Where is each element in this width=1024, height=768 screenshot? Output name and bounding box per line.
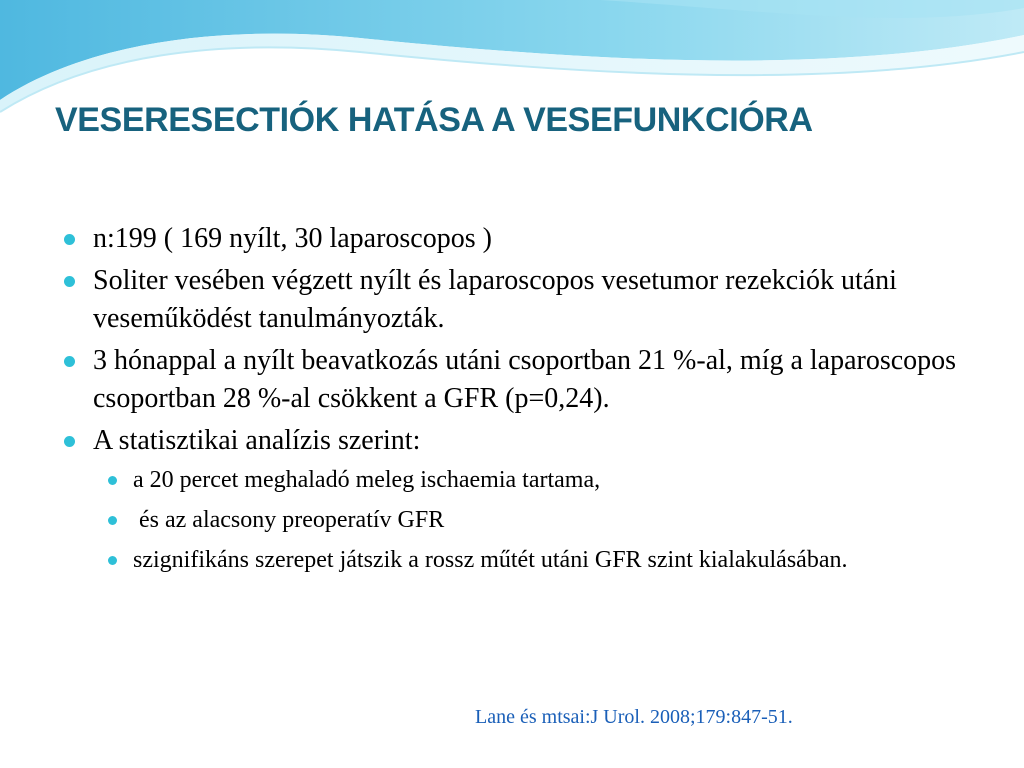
subbullet-text: és az alacsony preoperatív GFR [133, 507, 445, 533]
subbullet-item [64, 544, 964, 576]
subbullet-text: a 20 percet meghaladó meleg ischaemia tartama, [133, 467, 601, 493]
bullet-item [64, 262, 964, 338]
bullet-item [64, 342, 964, 418]
bullet-item [64, 220, 964, 258]
bullet-dot-icon [108, 556, 117, 565]
bullet-dot-icon [108, 516, 117, 525]
slide-title: VESERESECTIÓK HATÁSA A VESEFUNKCIÓRA [55, 101, 813, 139]
bullet-text: 3 hónappal a nyílt beavatkozás utáni csoportban 21 %-al, míg a laparoscopos csoportban 28 %-al csökkent a GFR (p=0,24). [93, 345, 957, 414]
bullet-text: A statisztikai analízis szerint: [93, 425, 421, 456]
bullet-item [64, 422, 964, 460]
bullet-dot-icon [108, 476, 117, 485]
subbullet-text: szignifikáns szerepet játszik a rossz műtét utáni GFR szint kialakulásában. [133, 547, 848, 573]
bullet-dot-icon [64, 276, 75, 287]
bullet-dot-icon [64, 234, 75, 245]
bullet-text: Soliter vesében végzett nyílt és laparoscopos vesetumor rezekciók utáni veseműködést tanulmányozták. [93, 265, 897, 334]
bullet-dot-icon [64, 436, 75, 447]
bullet-dot-icon [64, 356, 75, 367]
citation-reference: Lane és mtsai:J Urol. 2008;179:847-51. [475, 706, 793, 728]
slide-body [64, 220, 964, 584]
bullet-text: n:199 ( 169 nyílt, 30 laparoscopos ) [93, 223, 492, 254]
subbullet-item [64, 464, 964, 496]
subbullet-item [64, 504, 964, 536]
